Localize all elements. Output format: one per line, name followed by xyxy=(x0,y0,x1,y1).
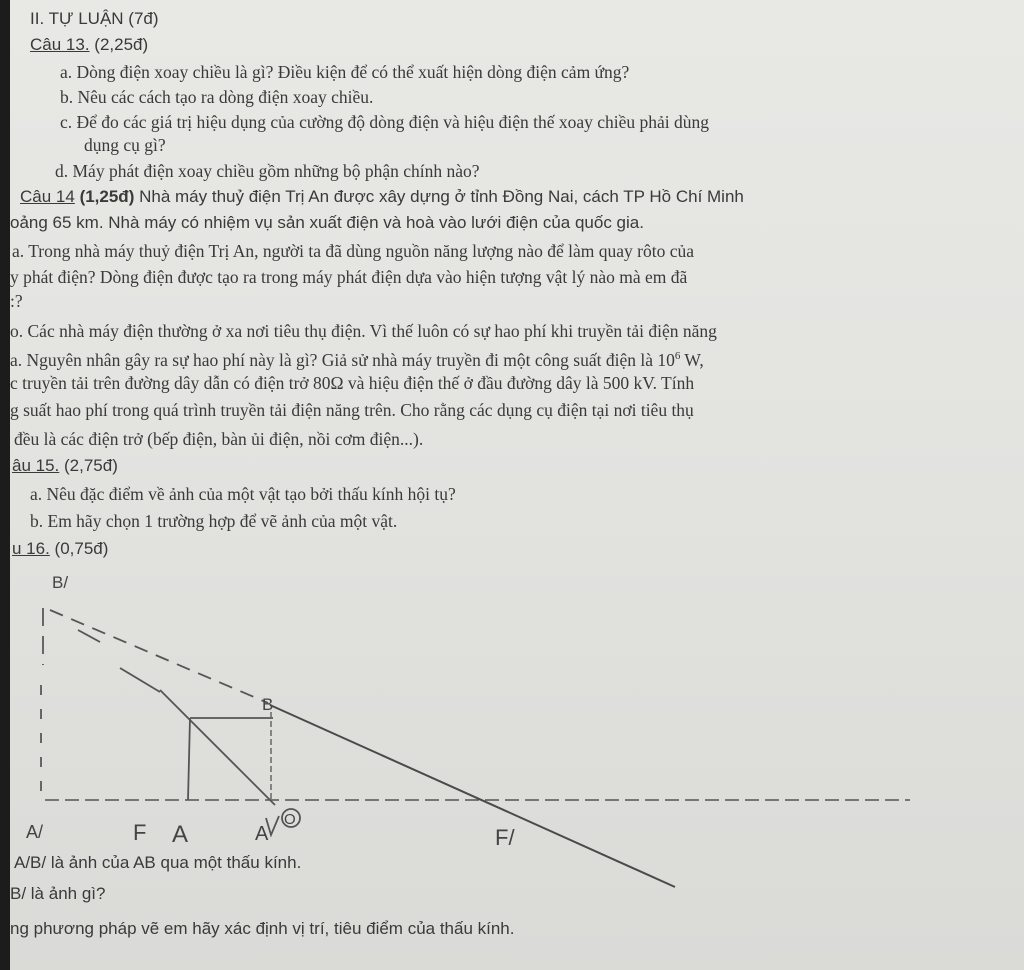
question-15-points: (2,75đ) xyxy=(64,456,118,475)
bottom-line2: B/ là ảnh gì? xyxy=(10,884,106,903)
label-b-prime: B/ xyxy=(52,573,69,592)
ray-stroke-2 xyxy=(120,668,160,692)
question-13-label: Câu 13. xyxy=(30,35,90,54)
question-14-line7-unit: W, xyxy=(680,349,704,370)
question-14-line10: đều là các điện trở (bếp điện, bàn ủi điện, nồi cơm điện...). xyxy=(14,429,424,449)
label-a-prime: A/ xyxy=(26,822,44,842)
question-14-line6: o. Các nhà máy điện thường ở xa nơi tiêu thụ điện. Vì thế luôn có sự hao phí khi truyền tải điện năng xyxy=(10,321,717,341)
question-14-line8: c truyền tải trên đường dây dẫn có điện trở 80Ω và hiệu điện thế ở đầu đường dây là 500 kV. Tính xyxy=(10,373,695,393)
question-14-line4: y phát điện? Dòng điện được tạo ra trong máy phát điện dựa vào hiện tượng vật lý nào mà em đã xyxy=(10,267,688,287)
q15-item-b: b. Em hãy chọn 1 trường hợp để vẽ ảnh của một vật. xyxy=(30,511,398,531)
question-13-points: (2,25đ) xyxy=(94,35,149,54)
question-14-line1 xyxy=(20,186,744,208)
question-14-line7 xyxy=(10,345,704,371)
refracted-ray-through-focus xyxy=(270,705,675,887)
ray-stroke-1 xyxy=(78,630,100,642)
section-title: II. TỰ LUẬN (7đ) xyxy=(30,9,159,28)
question-13-heading xyxy=(30,34,148,56)
question-14-line3: a. Trong nhà máy thuỷ điện Trị An, người ta đã dùng nguồn năng lượng nào để làm quay rôto của xyxy=(12,241,694,261)
bottom-line3: ng phương pháp vẽ em hãy xác định vị trí, tiêu điểm của thấu kính. xyxy=(10,919,515,938)
object-left-edge xyxy=(188,718,190,800)
q15-item-a: a. Nêu đặc điểm về ảnh của một vật tạo bởi thấu kính hội tụ? xyxy=(30,484,456,504)
question-14-text1: Nhà máy thuỷ điện Trị An được xây dựng ở tỉnh Đồng Nai, cách TP Hồ Chí Minh xyxy=(139,187,744,206)
label-b: B xyxy=(262,695,274,714)
q13-item-d: d. Máy phát điện xoay chiều gồm những bộ phận chính nào? xyxy=(55,161,480,181)
power-exponent: 6 xyxy=(674,350,681,362)
q13-item-b: b. Nêu các cách tạo ra dòng điện xoay chiều. xyxy=(60,87,374,107)
question-14-line2: oảng 65 km. Nhà máy có nhiệm vụ sản xuất điện và hoà vào lưới điện của quốc gia. xyxy=(10,213,644,232)
label-f-prime: F/ xyxy=(495,825,515,850)
label-f: F xyxy=(133,820,147,845)
bottom-line1: A/B/ là ảnh của AB qua một thấu kính. xyxy=(14,853,302,872)
question-15-heading xyxy=(12,455,118,477)
q13-item-c-line2: dụng cụ gì? xyxy=(84,135,166,155)
label-o: O xyxy=(284,811,296,828)
q13-item-a: a. Dòng điện xoay chiều là gì? Điều kiện để có thể xuất hiện dòng điện cảm ứng? xyxy=(60,62,630,82)
question-14-points: (1,25đ) xyxy=(79,187,135,206)
label-a-small: A xyxy=(255,823,269,845)
question-16-label: u 16. xyxy=(12,539,50,558)
virtual-ray-extension xyxy=(50,610,268,703)
question-14-line5: :? xyxy=(10,291,23,311)
question-16-points: (0,75đ) xyxy=(54,539,109,558)
question-15-label: âu 15. xyxy=(12,456,60,475)
question-14-line7-text: a. Nguyên nhân gây ra sự hao phí này là gì? Giả sử nhà máy truyền đi một công suất điện là 10 xyxy=(10,349,675,370)
question-14-line9: g suất hao phí trong quá trình truyền tải điện năng trên. Cho rằng các dụng cụ điện tại nơi tiêu thụ xyxy=(10,400,694,420)
question-16-heading xyxy=(12,538,108,560)
label-a-handwritten: A xyxy=(172,821,189,848)
question-14-label: Câu 14 xyxy=(20,187,75,206)
ray-through-center xyxy=(160,690,275,805)
q13-item-c-line1: c. Để đo các giá trị hiệu dụng của cường độ dòng điện và hiệu điện thế xoay chiều phải dùng xyxy=(60,112,710,132)
